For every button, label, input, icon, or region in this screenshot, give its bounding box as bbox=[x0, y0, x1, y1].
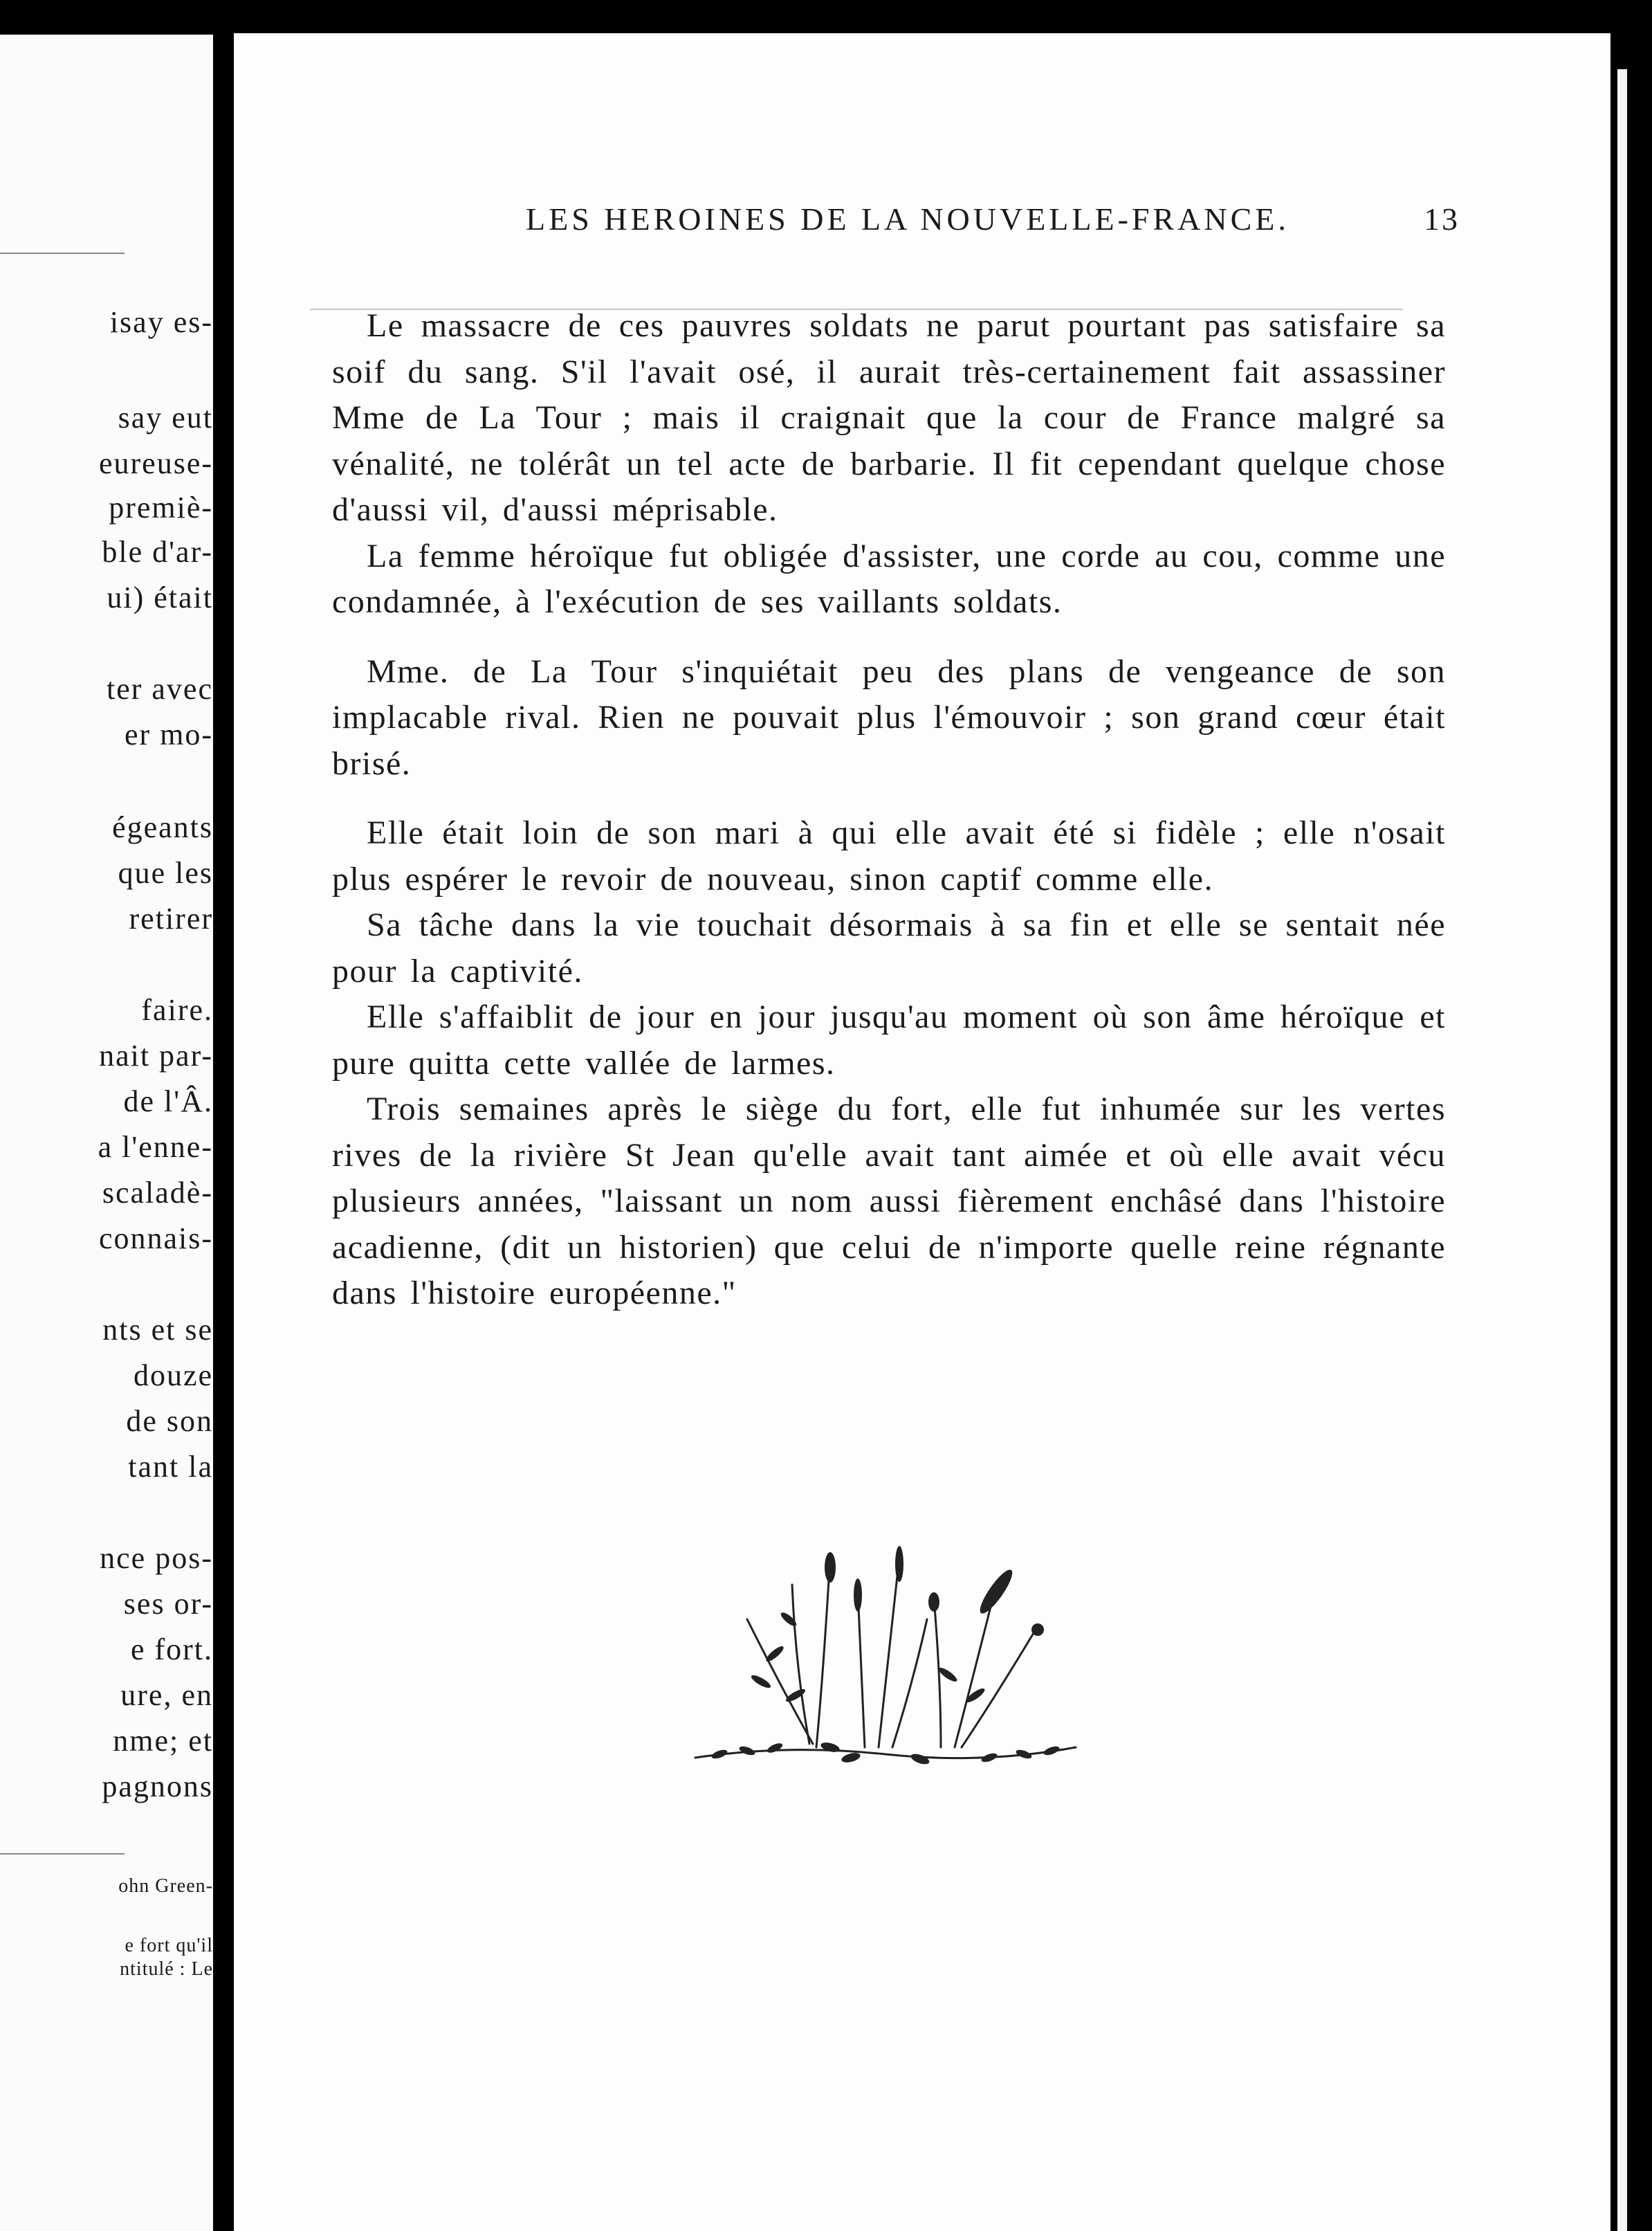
paragraph: Mme. de La Tour s'inquiétait peu des plans de vengeance de son implacable rival. Rien ne pouvait plus l'émouvoir ; son grand cœur était brisé. bbox=[332, 653, 1446, 782]
left-page-line: premiè- bbox=[109, 491, 213, 525]
left-page-line: say eut bbox=[118, 401, 213, 435]
running-title: LES HEROINES DE LA NOUVELLE-FRANCE. bbox=[526, 201, 1290, 237]
left-page-line: faire. bbox=[141, 993, 213, 1027]
left-page-line: de l'Â. bbox=[123, 1084, 213, 1118]
left-footnote-line: ntitulé : Le bbox=[120, 1958, 213, 1980]
left-page-line: er mo- bbox=[124, 718, 213, 752]
left-page-line: ui) était bbox=[107, 581, 213, 614]
left-page-line: que les bbox=[118, 856, 213, 890]
left-page-line: eureuse- bbox=[98, 446, 213, 480]
paragraph: Le massacre de ces pauvres soldats ne parut pourtant pas satisfaire sa soif du sang. S'il l'avait osé, il aurait très-certainement fait assassiner Mme de La Tour ; mais il craignait que la cour de France malgré sa vénalité, ne tolérât un tel acte de barbarie. Il fit cependant quelque chose d'aussi vil, d'aussi méprisable. bbox=[332, 307, 1446, 528]
left-page-line: retirer bbox=[129, 902, 213, 936]
page-header bbox=[291, 201, 1460, 249]
left-page-line: e fort. bbox=[130, 1632, 213, 1666]
left-page-line: ble d'ar- bbox=[102, 535, 213, 569]
left-footnote-line: e fort qu'il bbox=[125, 1935, 213, 1956]
left-facing-page bbox=[0, 35, 213, 2231]
left-page-line: isay es- bbox=[109, 305, 213, 339]
left-page-line: égeants bbox=[112, 810, 213, 844]
left-page-line: a l'enne- bbox=[98, 1130, 213, 1164]
paragraph: La femme héroïque fut obligée d'assister, une corde au cou, comme une condamnée, à l'exécution de ses vaillants soldats. bbox=[332, 537, 1446, 620]
left-page-line: ure, en bbox=[120, 1678, 213, 1712]
body-text bbox=[332, 303, 1446, 1317]
left-page-line: nait par- bbox=[99, 1039, 213, 1073]
left-page-line: nts et se bbox=[102, 1313, 213, 1347]
paragraph: Elle était loin de son mari à qui elle avait été si fidèle ; elle n'osait plus espérer le revoir de nouveau, sinon captif comme elle. bbox=[332, 814, 1446, 898]
left-page-line: ter avec bbox=[107, 672, 213, 706]
page-number: 13 bbox=[1424, 201, 1460, 237]
left-page-line: nme; et bbox=[113, 1724, 213, 1758]
left-page-line: connais- bbox=[98, 1221, 213, 1255]
right-page-edge bbox=[1610, 69, 1652, 2231]
left-page-line: nce pos- bbox=[100, 1541, 213, 1575]
left-page-rule bbox=[0, 253, 125, 254]
left-page-line: douze bbox=[133, 1358, 213, 1392]
left-footnote-rule bbox=[0, 1853, 125, 1855]
left-page-line: scaladè- bbox=[102, 1176, 213, 1210]
paragraph: Elle s'affaiblit de jour en jour jusqu'au moment où son âme héroïque et pure quitta cette vallée de larmes. bbox=[332, 999, 1446, 1082]
floral-ornament-icon bbox=[692, 1515, 1079, 1792]
paragraph: Sa tâche dans la vie touchait désormais à sa fin et elle se sentait née pour la captivité. bbox=[332, 907, 1446, 990]
left-page-line: pagnons bbox=[102, 1769, 213, 1803]
left-page-line: de son bbox=[126, 1404, 213, 1438]
next-page-strip bbox=[1617, 69, 1627, 2231]
left-page-line: ses or- bbox=[123, 1587, 213, 1621]
left-footnote-line: ohn Green- bbox=[118, 1875, 213, 1897]
book-gutter bbox=[213, 0, 234, 2231]
left-page-line: tant la bbox=[128, 1450, 213, 1484]
paragraph: Trois semaines après le siège du fort, elle fut inhumée sur les vertes rives de la rivière St Jean qu'elle avait tant aimée et où elle avait vécu plusieurs années, "laissant un nom aussi fièrement enchâsé dans l'histoire acadienne, (dit un historien) que celui de n'importe quelle reine régnante dans l'histoire européenne." bbox=[332, 1091, 1446, 1311]
